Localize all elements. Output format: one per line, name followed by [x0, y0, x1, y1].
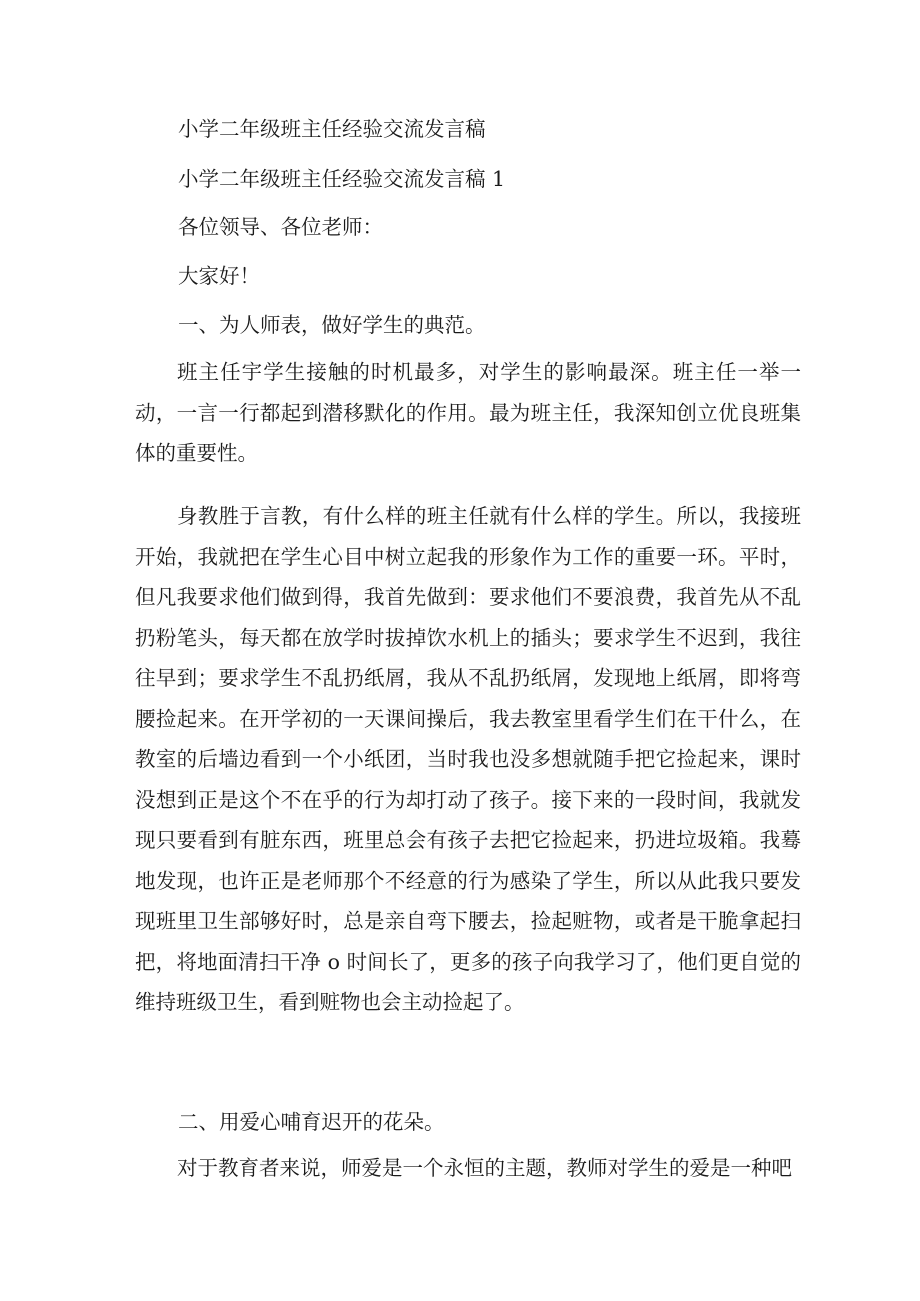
section-heading-2: 二、用爱心哺育迟开的花朵。 [178, 1110, 445, 1134]
paragraph-3: 对于教育者来说，师爱是一个永恒的主题，教师对学生的爱是一种吧 [177, 1156, 792, 1180]
greeting: 大家好！ [178, 264, 260, 288]
salutation: 各位领导、各位老师： [178, 215, 383, 239]
document-title: 小学二年级班主任经验交流发言稿 [178, 117, 486, 141]
document-subtitle: 小学二年级班主任经验交流发言稿 1 [178, 167, 506, 191]
section-heading-1: 一、为人师表，做好学生的典范。 [178, 313, 486, 337]
paragraph-2: 身教胜于言教，有什么样的班主任就有什么样的学生。所以，我接班开始，我就把在学生心目中树立起我的形象作为工作的重要一环。平时，但凡我要求他们做到得，我首先做到：要求他们不要浪费，我首先从不乱扔粉笔头，每天都在放学时拔掉饮水机上的插头；要求学生不迟到，我往往早到；要求学生不乱扔纸屑，我从不乱扔纸屑，发现地上纸屑，即将弯腰捡起来。在开学初的一天课间操后，我去教室里看学生们在干什么，在教室的后墙边看到一个小纸团，当时我也没多想就随手把它捡起来，课时没想到正是这个不在乎的行为却打动了孩子。接下来的一段时间，我就发现只要看到有脏东西，班里总会有孩子去把它捡起来，扔进垃圾箱。我蓦地发现，也许正是老师那个不经意的行为感染了学生，所以从此我只要发现班里卫生部够好时，总是亲自弯下腰去，捡起赃物，或者是干脆拿起扫把，将地面清扫干净 o 时间长了，更多的孩子向我学习了，他们更自觉的维持班级卫生，看到赃物也会主动捡起了。 [135, 504, 801, 1014]
paragraph-1: 班主任宇学生接触的时机最多，对学生的影响最深。班主任一举一动，一言一行都起到潜移默化的作用。最为班主任，我深知创立优良班集体的重要性。 [135, 360, 801, 465]
